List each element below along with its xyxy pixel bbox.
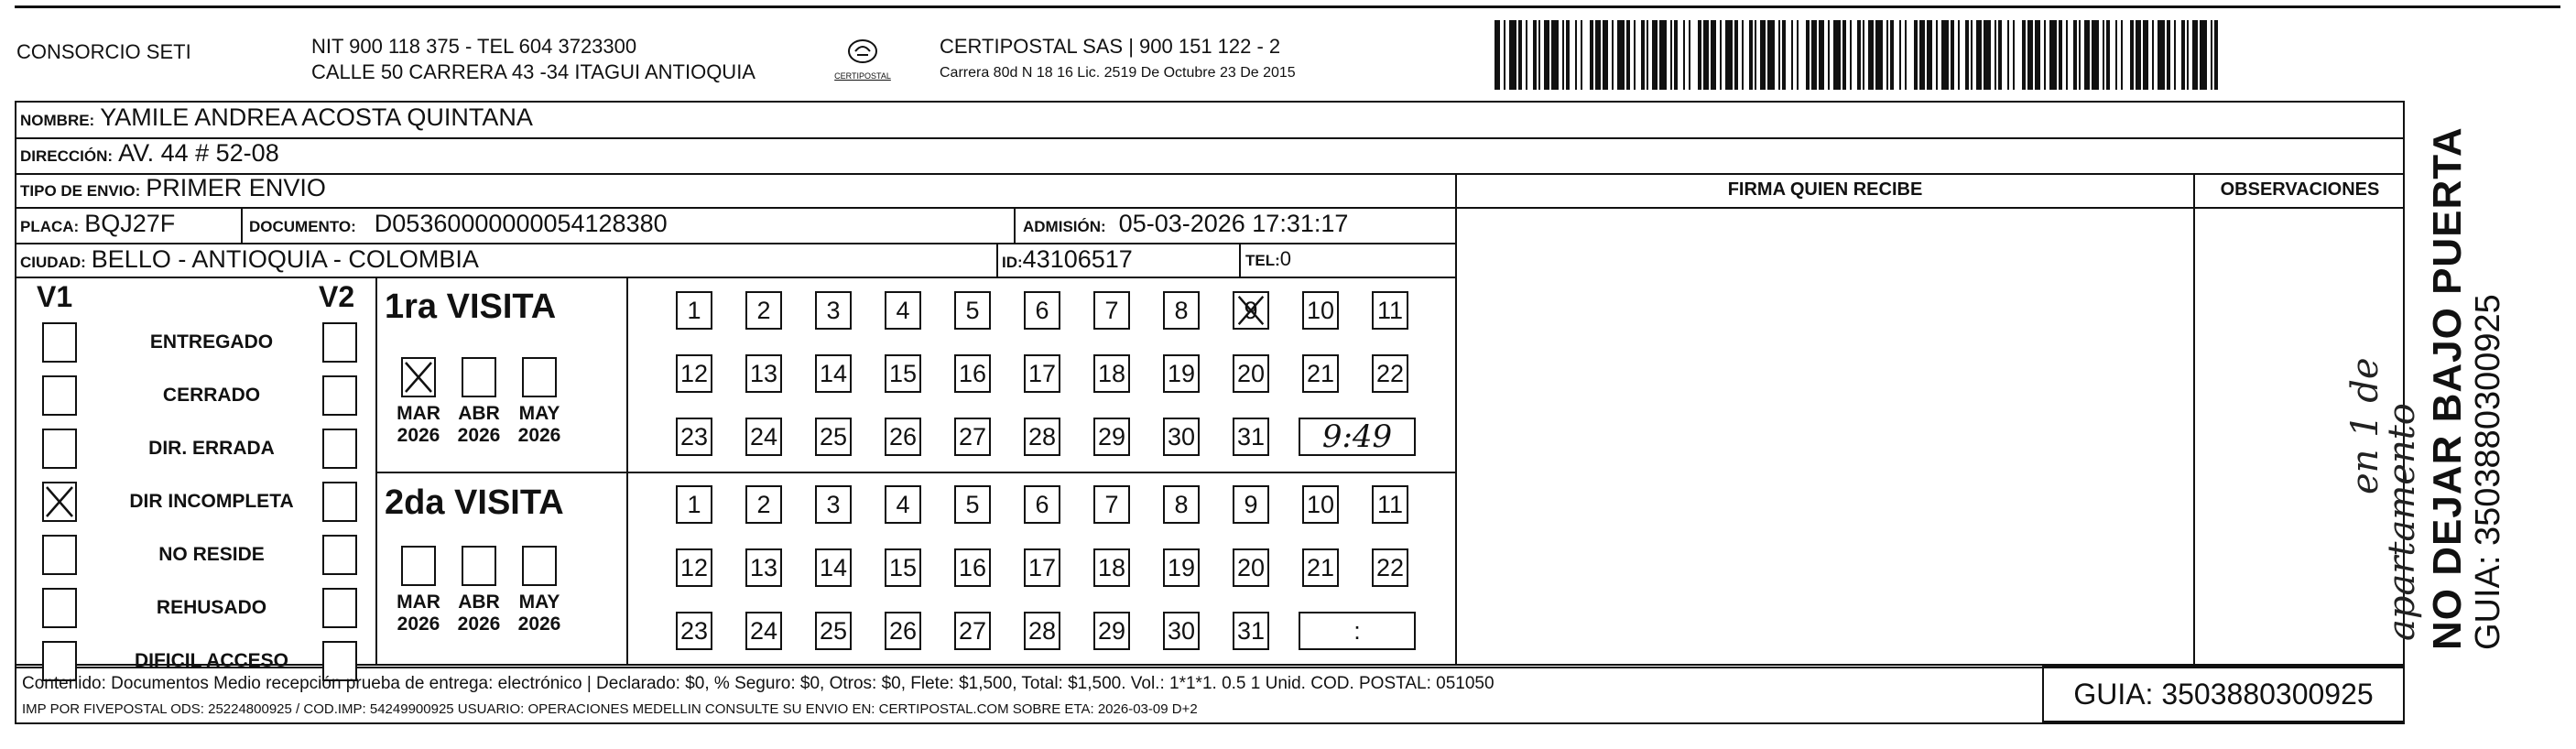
day-box[interactable]: 10 bbox=[1302, 485, 1339, 524]
v2-label: V2 bbox=[319, 280, 355, 313]
barcode-bar bbox=[2214, 20, 2218, 90]
month-checkbox[interactable] bbox=[462, 357, 496, 397]
day-box[interactable]: 13 bbox=[745, 354, 782, 393]
status-v2-checkbox[interactable] bbox=[322, 322, 357, 363]
month-label bbox=[453, 403, 505, 447]
month-checkbox[interactable] bbox=[401, 546, 436, 586]
tel-label: TEL: bbox=[1245, 252, 1280, 269]
x-mark-icon bbox=[1234, 293, 1267, 328]
month-checkbox[interactable] bbox=[462, 546, 496, 586]
status-label: REHUSADO bbox=[156, 597, 267, 618]
month-year: 2026 bbox=[397, 425, 440, 446]
documento-label: DOCUMENTO: bbox=[249, 218, 356, 235]
month-year: 2026 bbox=[517, 613, 561, 635]
top-rule bbox=[15, 5, 2560, 8]
day-box[interactable]: 29 bbox=[1093, 418, 1130, 456]
barcode-bar bbox=[2092, 20, 2099, 90]
barcode-bar bbox=[1582, 20, 1590, 90]
status-v1-checkbox[interactable] bbox=[42, 588, 77, 628]
day-box[interactable]: 2 bbox=[745, 485, 782, 524]
day-box[interactable]: 22 bbox=[1372, 354, 1408, 393]
month-year: 2026 bbox=[397, 613, 440, 635]
time-field[interactable]: : bbox=[1299, 612, 1416, 650]
day-box[interactable]: 15 bbox=[885, 548, 921, 587]
day-box[interactable]: 5 bbox=[954, 485, 991, 524]
nombre-label: NOMBRE: bbox=[20, 112, 95, 129]
barcode-bar bbox=[1551, 20, 1559, 90]
barcode-bar bbox=[1659, 20, 1667, 90]
status-label: DIR INCOMPLETA bbox=[129, 491, 294, 512]
company-name: CONSORCIO SETI bbox=[16, 40, 191, 63]
month-checkbox[interactable] bbox=[522, 357, 557, 397]
cell-divider bbox=[241, 207, 243, 243]
ciudad-value: BELLO - ANTIOQUIA - COLOMBIA bbox=[91, 245, 479, 273]
id-row bbox=[1002, 245, 1133, 274]
day-box[interactable]: 8 bbox=[1163, 291, 1200, 330]
day-box[interactable]: 20 bbox=[1233, 354, 1269, 393]
month-label bbox=[514, 403, 565, 447]
day-box[interactable]: 24 bbox=[745, 418, 782, 456]
status-v2-checkbox[interactable] bbox=[322, 535, 357, 575]
time-field[interactable]: 9:49 bbox=[1299, 418, 1416, 456]
month-year: 2026 bbox=[517, 425, 561, 446]
visit1-title: 1ra VISITA bbox=[385, 288, 557, 326]
status-v2-checkbox[interactable] bbox=[322, 482, 357, 522]
day-box[interactable]: 15 bbox=[885, 354, 921, 393]
barcode-bar bbox=[1941, 20, 1949, 90]
day-box[interactable]: 1 bbox=[676, 291, 712, 330]
day-box[interactable]: 21 bbox=[1302, 354, 1339, 393]
cell-divider bbox=[1239, 243, 1241, 277]
day-box[interactable]: 31 bbox=[1233, 612, 1269, 650]
direccion-label: DIRECCIÓN: bbox=[20, 147, 114, 165]
day-box[interactable]: 14 bbox=[815, 354, 852, 393]
status-v1-checkbox[interactable] bbox=[42, 535, 77, 575]
status-v2-checkbox[interactable] bbox=[322, 588, 357, 628]
ciudad-label: CIUDAD: bbox=[20, 254, 86, 271]
day-box[interactable]: 11 bbox=[1372, 485, 1408, 524]
logo-text: CERTIPOSTAL bbox=[834, 71, 891, 81]
day-box[interactable]: 23 bbox=[676, 612, 712, 650]
month-label bbox=[393, 592, 444, 635]
cell-divider bbox=[1014, 207, 1016, 243]
barcode-bar bbox=[1907, 20, 1914, 90]
placa-label: PLACA: bbox=[20, 218, 80, 235]
observaciones-header: OBSERVACIONES bbox=[2220, 179, 2380, 200]
x-mark-icon bbox=[44, 483, 75, 520]
tipo-row bbox=[20, 174, 326, 202]
day-box[interactable]: 30 bbox=[1163, 418, 1200, 456]
status-label: ENTREGADO bbox=[149, 331, 274, 353]
day-box[interactable]: 6 bbox=[1024, 485, 1060, 524]
barcode-bar bbox=[1617, 20, 1625, 90]
day-box[interactable]: 12 bbox=[676, 354, 712, 393]
barcode-bar bbox=[2158, 20, 2165, 90]
status-v1-checkbox[interactable] bbox=[42, 429, 77, 469]
cell-divider bbox=[996, 243, 998, 277]
day-box[interactable]: 1 bbox=[676, 485, 712, 524]
placa-row bbox=[20, 210, 175, 238]
tipo-value: PRIMER ENVIO bbox=[146, 174, 326, 201]
day-box[interactable]: 14 bbox=[815, 548, 852, 587]
day-box[interactable]: 3 bbox=[815, 291, 852, 330]
month-year: 2026 bbox=[457, 425, 501, 446]
day-box[interactable]: 6 bbox=[1024, 291, 1060, 330]
day-box[interactable]: 28 bbox=[1024, 418, 1060, 456]
barcode-bar bbox=[1690, 20, 1698, 90]
month-checkbox[interactable] bbox=[401, 357, 436, 397]
barcode-bar bbox=[1833, 20, 1841, 90]
status-v1-checkbox[interactable] bbox=[42, 482, 77, 522]
nombre-row bbox=[20, 103, 533, 132]
month-year: 2026 bbox=[457, 613, 501, 635]
direccion-value: AV. 44 # 52-08 bbox=[118, 139, 279, 167]
placa-value: BQJ27F bbox=[84, 210, 176, 237]
barcode-bar bbox=[1984, 20, 1991, 90]
status-v1-checkbox[interactable] bbox=[42, 322, 77, 363]
barcode-bar bbox=[2015, 20, 2022, 90]
side-panel bbox=[2405, 101, 2570, 668]
footer-left-rule bbox=[15, 664, 16, 724]
day-box[interactable]: 17 bbox=[1024, 354, 1060, 393]
id-value: 43106517 bbox=[1022, 245, 1133, 273]
status-v2-checkbox[interactable] bbox=[322, 375, 357, 416]
day-box[interactable]: 27 bbox=[954, 612, 991, 650]
handwriting-line2: apartamento bbox=[2381, 403, 2423, 641]
day-box[interactable]: 18 bbox=[1093, 548, 1130, 587]
day-box[interactable]: 31 bbox=[1233, 418, 1269, 456]
barcode-bar bbox=[2049, 20, 2057, 90]
barcode-bar bbox=[1725, 20, 1733, 90]
day-box[interactable]: 7 bbox=[1093, 291, 1130, 330]
month-name: ABR bbox=[458, 403, 500, 424]
ciudad-row bbox=[20, 245, 479, 274]
day-box[interactable]: 21 bbox=[1302, 548, 1339, 587]
day-box[interactable]: 17 bbox=[1024, 548, 1060, 587]
month-name: MAR bbox=[397, 403, 440, 424]
documento-row bbox=[249, 210, 668, 238]
status-v1-checkbox[interactable] bbox=[42, 375, 77, 416]
documento-value: D05360000000054128380 bbox=[374, 210, 668, 237]
day-box[interactable]: 19 bbox=[1163, 354, 1200, 393]
month-name: MAY bbox=[518, 592, 560, 613]
status-label: NO RESIDE bbox=[158, 544, 265, 565]
day-box[interactable]: 3 bbox=[815, 485, 852, 524]
day-box[interactable]: 25 bbox=[815, 418, 852, 456]
barcode-bar bbox=[1799, 20, 1806, 90]
day-box[interactable]: 26 bbox=[885, 612, 921, 650]
day-box[interactable]: 18 bbox=[1093, 354, 1130, 393]
day-box[interactable]: 20 bbox=[1233, 548, 1269, 587]
barcode-bar bbox=[2123, 20, 2130, 90]
x-mark-icon bbox=[403, 359, 434, 396]
day-box[interactable]: 4 bbox=[885, 291, 921, 330]
day-box[interactable]: 16 bbox=[954, 354, 991, 393]
day-box[interactable]: 7 bbox=[1093, 485, 1130, 524]
month-label bbox=[453, 592, 505, 635]
id-label: ID: bbox=[1002, 254, 1023, 271]
month-name: ABR bbox=[458, 592, 500, 613]
barcode-bar bbox=[2200, 20, 2207, 90]
certipostal-line2: Carrera 80d N 18 16 Lic. 2519 De Octubre 23 De 2015 bbox=[940, 65, 1296, 81]
admision-label: ADMISIÓN: bbox=[1023, 218, 1106, 235]
month-label bbox=[393, 403, 444, 447]
day-box[interactable]: 28 bbox=[1024, 612, 1060, 650]
admision-value: 05-03-2026 17:31:17 bbox=[1118, 210, 1349, 237]
section-divider bbox=[626, 277, 628, 664]
status-label: DIFICIL ACCESO bbox=[134, 650, 288, 671]
month-checkbox[interactable] bbox=[522, 546, 557, 586]
day-box[interactable]: 2 bbox=[745, 291, 782, 330]
certipostal-logo bbox=[833, 35, 892, 88]
footer-line1: Contenido: Documentos Medio recepción prueba de entrega: electrónico | Declarado: $0, % Seguro: $0, Otros: $0, Flete: $1,500, Total: $1,500. Vol.: 1*1*1. 0.5 1 Unid. COD. POSTAL: 051050 bbox=[22, 674, 1495, 693]
row-divider bbox=[15, 173, 2405, 175]
column-divider bbox=[2193, 173, 2195, 664]
footer-line2: IMP POR FIVEPOSTAL ODS: 25224800925 / COD.IMP: 54249900925 USUARIO: OPERACIONES MEDELLIN CONSULTE SU ENVIO EN: CERTIPOSTAL.COM SOBRE ETA: 2026-03-09 D+2 bbox=[22, 701, 1198, 717]
tel-value: 0 bbox=[1279, 247, 1292, 270]
address-line: CALLE 50 CARRERA 43 -34 ITAGUI ANTIOQUIA bbox=[311, 60, 755, 83]
side-guia-text: GUIA: 3503880300925 bbox=[2469, 294, 2507, 650]
certipostal-line1: CERTIPOSTAL SAS | 900 151 122 - 2 bbox=[940, 35, 1281, 58]
tipo-label: TIPO DE ENVIO: bbox=[20, 182, 141, 200]
day-box[interactable]: 19 bbox=[1163, 548, 1200, 587]
day-box[interactable]: 10 bbox=[1302, 291, 1339, 330]
handwritten-observation bbox=[2234, 275, 2423, 659]
status-v2-checkbox[interactable] bbox=[322, 429, 357, 469]
barcode bbox=[1495, 20, 2218, 90]
handwriting-line1: en 1 de bbox=[2344, 357, 2386, 494]
v1-label: V1 bbox=[37, 280, 73, 313]
day-box[interactable]: 5 bbox=[954, 291, 991, 330]
day-box[interactable]: 11 bbox=[1372, 291, 1408, 330]
day-box[interactable]: 13 bbox=[745, 548, 782, 587]
day-box[interactable]: 4 bbox=[885, 485, 921, 524]
day-box[interactable]: 22 bbox=[1372, 548, 1408, 587]
day-box[interactable] bbox=[1233, 291, 1269, 330]
signature-area[interactable] bbox=[1457, 209, 2193, 662]
day-box[interactable]: 30 bbox=[1163, 612, 1200, 650]
row-divider bbox=[15, 137, 2405, 139]
status-label: DIR. ERRADA bbox=[148, 438, 275, 459]
visit-divider bbox=[375, 472, 1457, 473]
admision-row bbox=[1023, 210, 1348, 238]
no-dejar-text: NO DEJAR BAJO PUERTA bbox=[2425, 126, 2470, 650]
barcode-bar bbox=[1509, 20, 1516, 90]
day-box[interactable]: 24 bbox=[745, 612, 782, 650]
row-divider bbox=[15, 277, 1457, 278]
barcode-bar bbox=[1767, 20, 1775, 90]
month-name: MAR bbox=[397, 592, 440, 613]
day-box[interactable]: 29 bbox=[1093, 612, 1130, 650]
month-label bbox=[514, 592, 565, 635]
nombre-value: YAMILE ANDREA ACOSTA QUINTANA bbox=[100, 103, 533, 131]
day-box[interactable]: 8 bbox=[1163, 485, 1200, 524]
section-divider bbox=[375, 277, 377, 664]
day-box[interactable]: 27 bbox=[954, 418, 991, 456]
day-box[interactable]: 9 bbox=[1233, 485, 1269, 524]
direccion-row bbox=[20, 139, 279, 168]
footer-guia: GUIA: 3503880300925 bbox=[2042, 666, 2405, 722]
day-number: 9 bbox=[1244, 296, 1258, 324]
day-box[interactable]: 26 bbox=[885, 418, 921, 456]
day-box[interactable]: 25 bbox=[815, 612, 852, 650]
status-label: CERRADO bbox=[162, 385, 261, 406]
visit2-title: 2da VISITA bbox=[385, 483, 564, 522]
day-box[interactable]: 12 bbox=[676, 548, 712, 587]
firma-header: FIRMA QUIEN RECIBE bbox=[1727, 179, 1923, 200]
day-box[interactable]: 23 bbox=[676, 418, 712, 456]
month-name: MAY bbox=[518, 403, 560, 424]
barcode-bar bbox=[1875, 20, 1883, 90]
day-box[interactable]: 16 bbox=[954, 548, 991, 587]
tel-row bbox=[1245, 247, 1291, 271]
nit-line: NIT 900 118 375 - TEL 604 3723300 bbox=[311, 35, 637, 58]
footer-bottom-rule bbox=[15, 722, 2405, 724]
